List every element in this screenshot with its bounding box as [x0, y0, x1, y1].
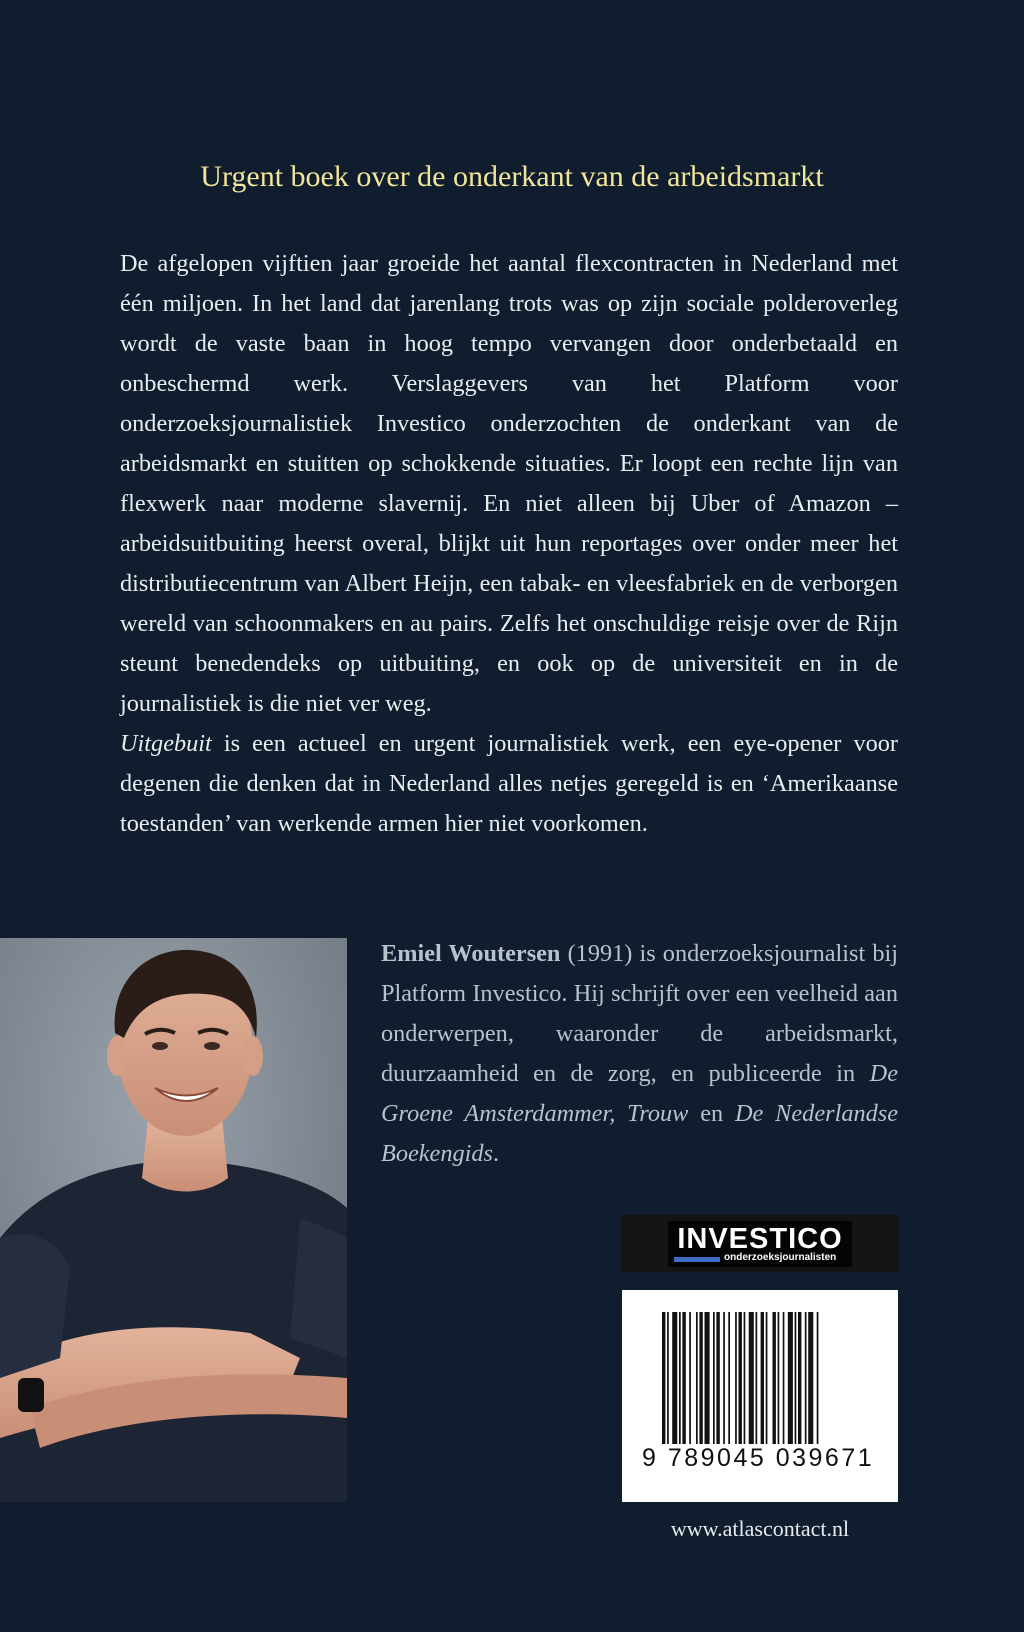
barcode-bar	[798, 1312, 801, 1444]
logo-accent-bar	[674, 1257, 720, 1262]
blurb-paragraph-1: De afgelopen vijftien jaar groeide het aantal flexcontracten in Nederland met één miljoen. In het land dat jarenlang trots was op zijn sociale polderoverleg wordt de vaste baan in hoog tempo vervangen door onderbetaald en onbeschermd werk. Verslaggevers van het Platform voor onderzoeksjournalistiek Investico onderzochten de onderkant van de arbeidsmarkt en stuitten op schokkende situaties. Er loopt een rechte lijn van flexwerk naar moderne slavernij. En niet alleen bij Uber of Amazon – arbeidsuitbuiting heerst overal, blijkt uit hun reportages over onder meer het distributiecentrum van Albert Heijn, een tabak- en vleesfabriek en de verborgen wereld van schoonmakers en au pairs. Zelfs het onschuldige reisje over de Rijn steunt benedendeks op uitbuiting, en ook op de universiteit en in de journalistiek is die niet ver weg.	[120, 250, 898, 717]
barcode-bar	[735, 1312, 737, 1444]
barcode-bars	[662, 1312, 862, 1444]
blurb	[120, 244, 898, 844]
barcode-bar	[682, 1312, 685, 1444]
barcode-bar	[662, 1312, 665, 1444]
barcode-bar	[788, 1312, 793, 1444]
barcode-bar	[808, 1312, 813, 1444]
logo-wordmark: INVESTICO	[677, 1223, 843, 1255]
bio-end: .	[493, 1140, 500, 1167]
book-title: Uitgebuit	[120, 730, 212, 757]
barcode-bar	[679, 1312, 681, 1444]
blurb-paragraph-2-text: is een actueel en urgent journalistiek werk, een eye-opener voor degenen die denken dat in Nederland alles netjes geregeld is en ‘Amerikaanse toestanden’ van werkende armen hier niet voorkomen.	[120, 730, 898, 837]
publication-trouw: Trouw	[627, 1100, 689, 1127]
tagline: Urgent boek over de onderkant van de arbeidsmarkt	[200, 160, 824, 193]
publication-boekengids: De Nederlandse Boekengids	[381, 1100, 898, 1167]
blurb-paragraph-2	[120, 724, 898, 844]
publication-separator-2: en	[688, 1100, 736, 1127]
barcode-bar	[783, 1312, 785, 1444]
barcode-bar	[696, 1312, 698, 1444]
barcode-bar	[817, 1312, 819, 1444]
publication-groene: De Groene Amsterdammer	[381, 1060, 898, 1127]
author-bio-text: (1991) is onderzoeksjournalist bij Platform Investico. Hij schrijft over een veelheid aan onderwerpen, waaronder de arbeidsmarkt, duurzaamheid en de zorg, en publiceerde in	[381, 940, 898, 1087]
author-bio	[381, 934, 898, 1174]
barcode-bar	[756, 1312, 758, 1444]
author-photo	[0, 938, 347, 1502]
isbn-number: 9 789045 039671	[642, 1444, 875, 1472]
barcode-bar	[778, 1312, 780, 1444]
barcode-bar	[716, 1312, 719, 1444]
barcode-bar	[705, 1312, 710, 1444]
logo-box	[668, 1221, 852, 1267]
barcode-bar	[805, 1312, 807, 1444]
website-url: www.atlascontact.nl	[670, 1516, 850, 1541]
publication-separator-1: ,	[609, 1100, 628, 1127]
barcode-bar	[744, 1312, 746, 1444]
barcode-bar	[723, 1312, 725, 1444]
barcode-bar	[766, 1312, 768, 1444]
barcode-bar	[761, 1312, 764, 1444]
author-name: Emiel Woutersen	[381, 940, 561, 967]
barcode-bar	[728, 1312, 730, 1444]
barcode-bar	[795, 1312, 797, 1444]
barcode-bar	[739, 1312, 742, 1444]
barcode-bar	[773, 1312, 776, 1444]
barcode-bar	[713, 1312, 715, 1444]
isbn-barcode	[622, 1290, 898, 1502]
barcode-bar	[689, 1312, 691, 1444]
barcode-bar	[699, 1312, 702, 1444]
logo-subtitle: onderzoeksjournalisten	[724, 1252, 837, 1263]
barcode-bar	[672, 1312, 677, 1444]
investico-logo	[622, 1215, 898, 1272]
barcode-bar	[667, 1312, 669, 1444]
barcode-bar	[749, 1312, 754, 1444]
